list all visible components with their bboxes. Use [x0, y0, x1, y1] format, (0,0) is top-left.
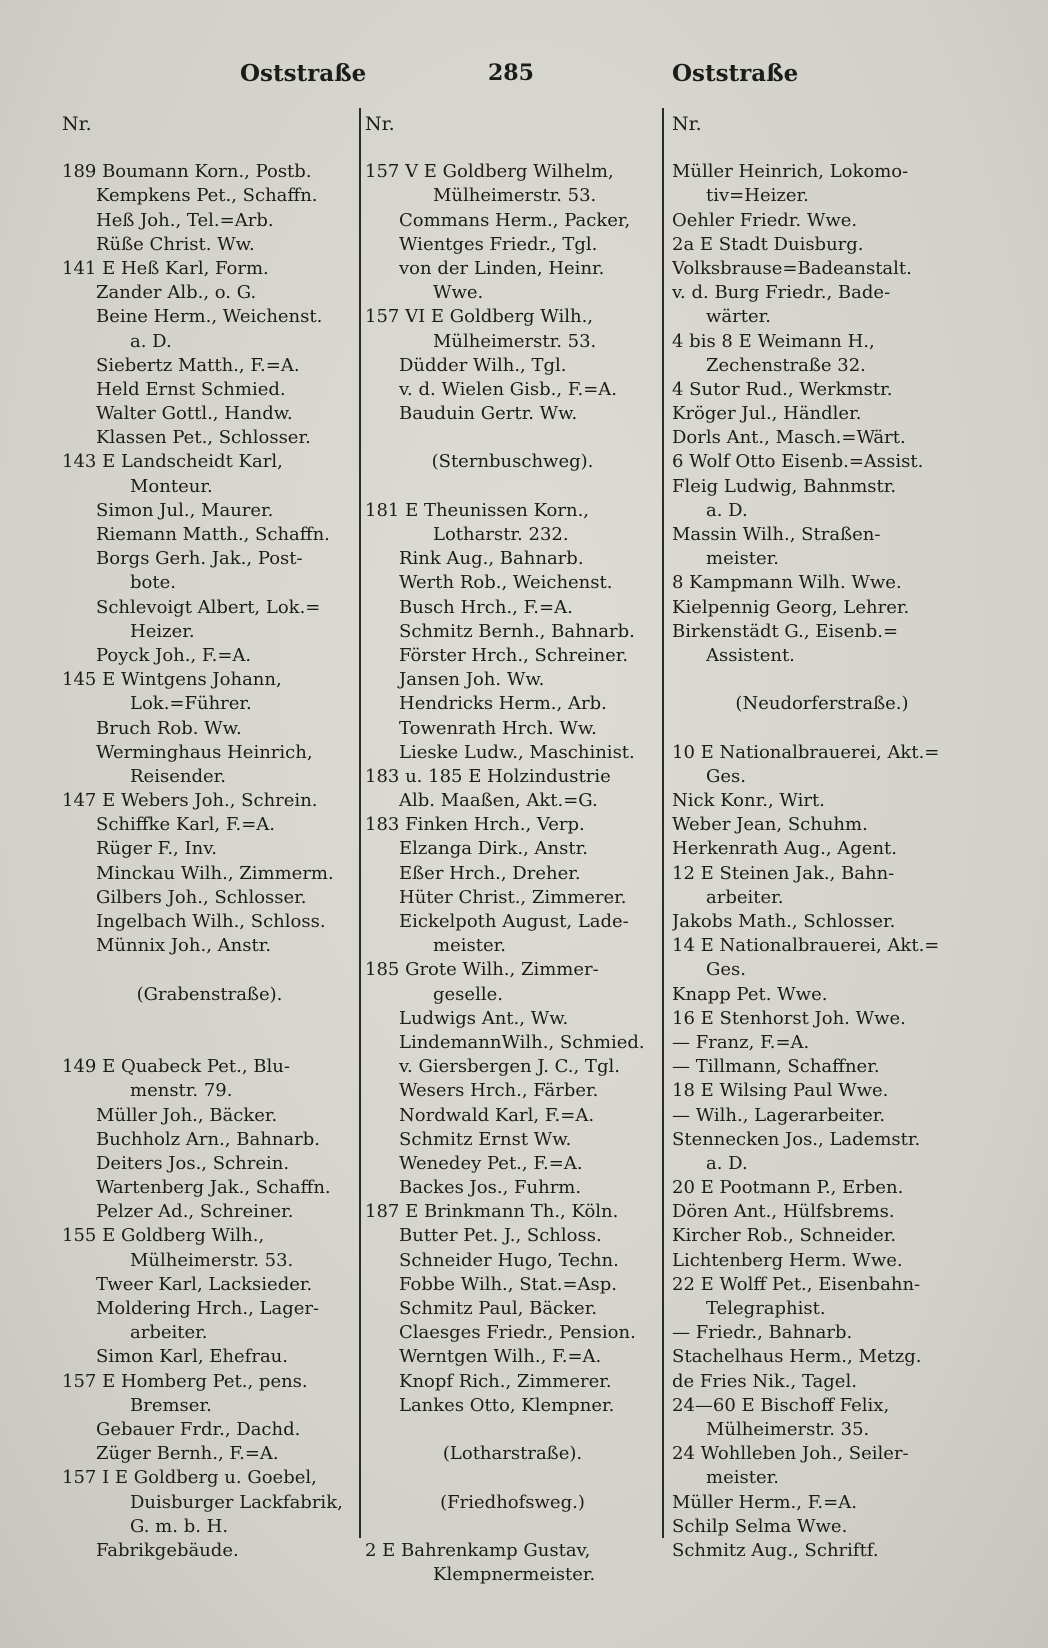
house-number-entry: 6 Wolf Otto Eisenb.=Assist. — [672, 451, 924, 473]
house-number-entry: 12 E Steinen Jak., Bahn- — [672, 862, 895, 884]
column-rule-1 — [359, 108, 361, 1538]
resident-entry: Nick Konr., Wirt. — [672, 790, 825, 812]
resident-entry: Ludwigs Ant., Ww. — [399, 1007, 569, 1029]
resident-entry: Mülheimerstr. 53. — [130, 1249, 294, 1271]
resident-entry: Tweer Karl, Lacksieder. — [96, 1273, 313, 1295]
resident-entry: meister. — [706, 548, 779, 570]
resident-entry: Kröger Jul., Händler. — [672, 403, 862, 425]
resident-entry: Beine Herm., Weichenst. — [96, 306, 323, 328]
blank-line — [62, 958, 357, 982]
house-number-entry: 157 V E Goldberg Wilhelm, — [365, 161, 614, 183]
resident-entry: a. D. — [130, 330, 172, 352]
street-heading: (Lotharstraße). — [442, 1443, 583, 1465]
house-number-entry: 181 E Theunissen Korn., — [365, 499, 590, 521]
resident-entry: Lankes Otto, Klempner. — [399, 1394, 615, 1416]
resident-entry: Müller Heinrich, Lokomo- — [672, 161, 909, 183]
resident-entry: Wientges Friedr., Tgl. — [399, 233, 598, 255]
resident-entry: — Friedr., Bahnarb. — [672, 1322, 853, 1344]
resident-entry: — Tillmann, Schaffner. — [672, 1056, 880, 1078]
resident-entry: Deiters Jos., Schrein. — [96, 1152, 290, 1174]
resident-entry: wärter. — [706, 306, 771, 328]
resident-entry: Schlevoigt Albert, Lok.= — [96, 596, 321, 618]
resident-entry: Elzanga Dirk., Anstr. — [399, 838, 588, 860]
resident-entry: Stennecken Jos., Lademstr. — [672, 1128, 921, 1150]
resident-entry: Jansen Joh. Ww. — [399, 669, 545, 691]
resident-entry: Jakobs Math., Schlosser. — [672, 911, 896, 932]
resident-entry: Ges. — [706, 959, 746, 981]
resident-entry: v. Giersbergen J. C., Tgl. — [399, 1056, 620, 1078]
house-number-entry: 155 E Goldberg Wilh., — [62, 1225, 265, 1247]
resident-entry: Ges. — [706, 765, 746, 787]
blank-line — [672, 668, 972, 692]
resident-entry: Buchholz Arn., Bahnarb. — [96, 1128, 320, 1150]
resident-entry: arbeiter. — [706, 886, 784, 908]
resident-entry: a. D. — [706, 499, 748, 521]
resident-entry: Schiffke Karl, F.=A. — [96, 814, 276, 836]
resident-entry: Bauduin Gertr. Ww. — [399, 403, 578, 425]
resident-entry: Fobbe Wilh., Stat.=Asp. — [399, 1273, 618, 1295]
street-heading: (Friedhofsweg.) — [440, 1491, 585, 1513]
resident-entry: Lichtenberg Herm. Wwe. — [672, 1249, 903, 1271]
resident-entry: geselle. — [433, 983, 503, 1005]
house-number-entry: 4 bis 8 E Weimann H., — [672, 330, 875, 352]
street-heading: (Neudorferstraße.) — [735, 693, 909, 715]
resident-entry: tiv=Heizer. — [706, 185, 809, 207]
resident-entry: Borgs Gerh. Jak., Post- — [96, 548, 303, 570]
resident-entry: Lok.=Führer. — [130, 693, 252, 715]
resident-entry: Volksbrause=Badeanstalt. — [672, 257, 912, 279]
house-number-entry: 24—60 E Bischoff Felix, — [672, 1394, 890, 1416]
resident-entry: Alb. Maaßen, Akt.=G. — [399, 790, 598, 812]
resident-entry: Butter Pet. J., Schloss. — [399, 1225, 602, 1247]
resident-entry: Schmitz Paul, Bäcker. — [399, 1298, 598, 1319]
resident-entry: meister. — [433, 935, 506, 957]
resident-entry: Schmitz Bernh., Bahnarb. — [399, 620, 635, 642]
resident-entry: meister. — [706, 1467, 779, 1489]
resident-entry: Müller Joh., Bäcker. — [96, 1104, 278, 1126]
resident-entry: Busch Hrch., F.=A. — [399, 596, 573, 618]
resident-entry: Rüße Christ. Ww. — [96, 233, 255, 255]
house-number-entry: 4 Sutor Rud., Werkmstr. — [672, 378, 893, 400]
resident-entry: Müller Herm., F.=A. — [672, 1491, 857, 1513]
resident-entry: Kircher Rob., Schneider. — [672, 1225, 897, 1247]
house-number-entry: 2 E Bahrenkamp Gustav, — [365, 1539, 591, 1561]
resident-entry: G. m. b. H. — [130, 1515, 229, 1537]
resident-entry: Ingelbach Wilh., Schloss. — [96, 911, 326, 932]
resident-entry: Simon Jul., Maurer. — [96, 499, 274, 521]
resident-entry: Knopf Rich., Zimmerer. — [399, 1370, 612, 1392]
running-head-right: Oststraße — [672, 60, 799, 87]
resident-entry: Walter Gottl., Handw. — [96, 403, 293, 425]
resident-entry: Fabrikgebäude. — [96, 1539, 239, 1561]
resident-entry: Werntgen Wilh., F.=A. — [399, 1346, 602, 1368]
resident-entry: a. D. — [706, 1152, 748, 1174]
resident-entry: Reisender. — [130, 765, 226, 787]
column-1 — [62, 112, 357, 1563]
resident-entry: Werminghaus Heinrich, — [96, 741, 313, 763]
resident-entry: de Fries Nik., Tagel. — [672, 1370, 857, 1392]
house-number-entry: 14 E Nationalbrauerei, Akt.= — [672, 935, 940, 957]
resident-entry: Fleig Ludwig, Bahnmstr. — [672, 475, 897, 497]
resident-entry: LindemannWilh., Schmied. — [399, 1031, 645, 1053]
resident-entry: Mülheimerstr. 53. — [433, 185, 597, 207]
column-3 — [672, 112, 972, 1563]
house-number-entry: 141 E Heß Karl, Form. — [62, 257, 269, 279]
house-number-entry: 149 E Quabeck Pet., Blu- — [62, 1056, 290, 1078]
column-nr-label: Nr. — [62, 113, 92, 135]
resident-entry: Züger Bernh., F.=A. — [96, 1443, 279, 1465]
blank-line — [365, 1418, 660, 1442]
resident-entry: Dorls Ant., Masch.=Wärt. — [672, 427, 906, 449]
resident-entry: Duisburger Lackfabrik, — [130, 1491, 343, 1513]
resident-entry: Commans Herm., Packer, — [399, 209, 631, 231]
resident-entry: Pelzer Ad., Schreiner. — [96, 1201, 294, 1223]
resident-entry: bote. — [130, 572, 176, 594]
resident-entry: Hendricks Herm., Arb. — [399, 693, 607, 715]
resident-entry: Düdder Wilh., Tgl. — [399, 354, 567, 376]
resident-entry: Schilp Selma Wwe. — [672, 1515, 848, 1537]
house-number-entry: 157 I E Goldberg u. Goebel, — [62, 1467, 317, 1489]
resident-entry: Massin Wilh., Straßen- — [672, 524, 881, 545]
resident-entry: Gebauer Frdr., Dachd. — [96, 1418, 301, 1440]
house-number-entry: 145 E Wintgens Johann, — [62, 669, 282, 691]
street-heading: (Sternbuschweg). — [431, 451, 594, 473]
resident-entry: Wartenberg Jak., Schaffn. — [96, 1177, 331, 1199]
resident-entry: Rüger F., Inv. — [96, 838, 217, 860]
resident-entry: Werth Rob., Weichenst. — [399, 572, 613, 594]
resident-entry: Birkenstädt G., Eisenb.= — [672, 620, 899, 642]
house-number-entry: 8 Kampmann Wilh. Wwe. — [672, 572, 902, 594]
resident-entry: menstr. 79. — [130, 1080, 233, 1102]
resident-entry: Minckau Wilh., Zimmerm. — [96, 862, 334, 884]
house-number-entry: 157 VI E Goldberg Wilh., — [365, 306, 594, 328]
resident-entry: Schmitz Aug., Schriftf. — [672, 1539, 879, 1561]
house-number-entry: 10 E Nationalbrauerei, Akt.= — [672, 741, 940, 763]
blank-line — [672, 717, 972, 741]
resident-entry: Förster Hrch., Schreiner. — [399, 644, 629, 666]
resident-entry: Heizer. — [130, 620, 195, 642]
resident-entry: Monteur. — [130, 475, 213, 497]
resident-entry: — Wilh., Lagerarbeiter. — [672, 1104, 886, 1126]
house-number-entry: 18 E Wilsing Paul Wwe. — [672, 1080, 889, 1102]
blank-line — [62, 1007, 357, 1031]
column-nr-label: Nr. — [672, 113, 702, 135]
column-nr-label: Nr. — [365, 113, 395, 135]
house-number-entry: 20 E Pootmann P., Erben. — [672, 1177, 904, 1199]
resident-entry: Riemann Matth., Schaffn. — [96, 524, 330, 545]
resident-entry: Nordwald Karl, F.=A. — [399, 1104, 595, 1126]
resident-entry: Herkenrath Aug., Agent. — [672, 838, 897, 860]
resident-entry: Schmitz Ernst Ww. — [399, 1128, 572, 1150]
resident-entry: Rink Aug., Bahnarb. — [399, 548, 584, 570]
resident-entry: — Franz, F.=A. — [672, 1031, 810, 1053]
resident-entry: Kielpennig Georg, Lehrer. — [672, 596, 910, 618]
resident-entry: Simon Karl, Ehefrau. — [96, 1346, 288, 1368]
page-number: 285 — [488, 60, 534, 86]
resident-entry: Kempkens Pet., Schaffn. — [96, 185, 318, 207]
resident-entry: arbeiter. — [130, 1322, 208, 1344]
resident-entry: Wesers Hrch., Färber. — [399, 1080, 599, 1102]
resident-entry: Dören Ant., Hülfsbrems. — [672, 1201, 895, 1223]
resident-entry: Siebertz Matth., F.=A. — [96, 354, 300, 376]
resident-entry: Assistent. — [706, 644, 795, 666]
resident-entry: Mülheimerstr. 35. — [706, 1418, 870, 1440]
resident-entry: Klassen Pet., Schlosser. — [96, 427, 311, 449]
resident-entry: Backes Jos., Fuhrm. — [399, 1177, 582, 1199]
resident-entry: Wwe. — [433, 282, 484, 304]
resident-entry: Held Ernst Schmied. — [96, 378, 286, 400]
column-rule-2 — [662, 108, 664, 1538]
resident-entry: Stachelhaus Herm., Metzg. — [672, 1346, 922, 1368]
house-number-entry: 183 Finken Hrch., Verp. — [365, 814, 585, 836]
running-head-left: Oststraße — [240, 60, 367, 87]
resident-entry: Gilbers Joh., Schlosser. — [96, 886, 307, 908]
resident-entry: Claesges Friedr., Pension. — [399, 1322, 636, 1344]
column-2 — [365, 112, 660, 1587]
resident-entry: Bremser. — [130, 1394, 212, 1416]
resident-entry: Oehler Friedr. Wwe. — [672, 209, 858, 231]
resident-entry: von der Linden, Heinr. — [399, 257, 605, 279]
resident-entry: Eickelpoth August, Lade- — [399, 911, 629, 932]
resident-entry: Zander Alb., o. G. — [96, 282, 257, 304]
resident-entry: Towenrath Hrch. Ww. — [399, 717, 597, 739]
resident-entry: Klempnermeister. — [433, 1564, 596, 1586]
house-number-entry: 147 E Webers Joh., Schrein. — [62, 790, 318, 812]
blank-line — [365, 1515, 660, 1539]
house-number-entry: 22 E Wolff Pet., Eisenbahn- — [672, 1273, 921, 1295]
resident-entry: Zechenstraße 32. — [706, 354, 866, 376]
resident-entry: Heß Joh., Tel.=Arb. — [96, 209, 274, 231]
resident-entry: Telegraphist. — [706, 1298, 826, 1319]
resident-entry: Weber Jean, Schuhm. — [672, 814, 868, 836]
house-number-entry: 189 Boumann Korn., Postb. — [62, 161, 312, 183]
resident-entry: Eßer Hrch., Dreher. — [399, 862, 581, 884]
blank-line — [365, 426, 660, 450]
resident-entry: Münnix Joh., Anstr. — [96, 935, 272, 957]
house-number-entry: 187 E Brinkmann Th., Köln. — [365, 1201, 619, 1223]
blank-line — [365, 475, 660, 499]
resident-entry: Schneider Hugo, Techn. — [399, 1249, 619, 1271]
resident-entry: Lotharstr. 232. — [433, 524, 569, 545]
resident-entry: Knapp Pet. Wwe. — [672, 983, 828, 1005]
blank-line — [62, 1031, 357, 1055]
blank-line — [365, 1466, 660, 1490]
resident-entry: Poyck Joh., F.=A. — [96, 644, 252, 666]
house-number-entry: 2a E Stadt Duisburg. — [672, 233, 864, 255]
resident-entry: v. d. Burg Friedr., Bade- — [672, 282, 891, 304]
house-number-entry: 24 Wohlleben Joh., Seiler- — [672, 1443, 909, 1465]
house-number-entry: 157 E Homberg Pet., pens. — [62, 1370, 308, 1392]
resident-entry: Hüter Christ., Zimmerer. — [399, 886, 627, 908]
house-number-entry: 185 Grote Wilh., Zimmer- — [365, 959, 599, 981]
resident-entry: Mülheimerstr. 53. — [433, 330, 597, 352]
resident-entry: Lieske Ludw., Maschinist. — [399, 741, 635, 763]
resident-entry: Bruch Rob. Ww. — [96, 717, 242, 739]
house-number-entry: 183 u. 185 E Holzindustrie — [365, 765, 611, 787]
house-number-entry: 16 E Stenhorst Joh. Wwe. — [672, 1007, 906, 1029]
street-heading: (Grabenstraße). — [136, 983, 283, 1005]
house-number-entry: 143 E Landscheidt Karl, — [62, 451, 283, 473]
resident-entry: Wenedey Pet., F.=A. — [399, 1152, 583, 1174]
resident-entry: Moldering Hrch., Lager- — [96, 1298, 320, 1319]
resident-entry: v. d. Wielen Gisb., F.=A. — [399, 378, 618, 400]
